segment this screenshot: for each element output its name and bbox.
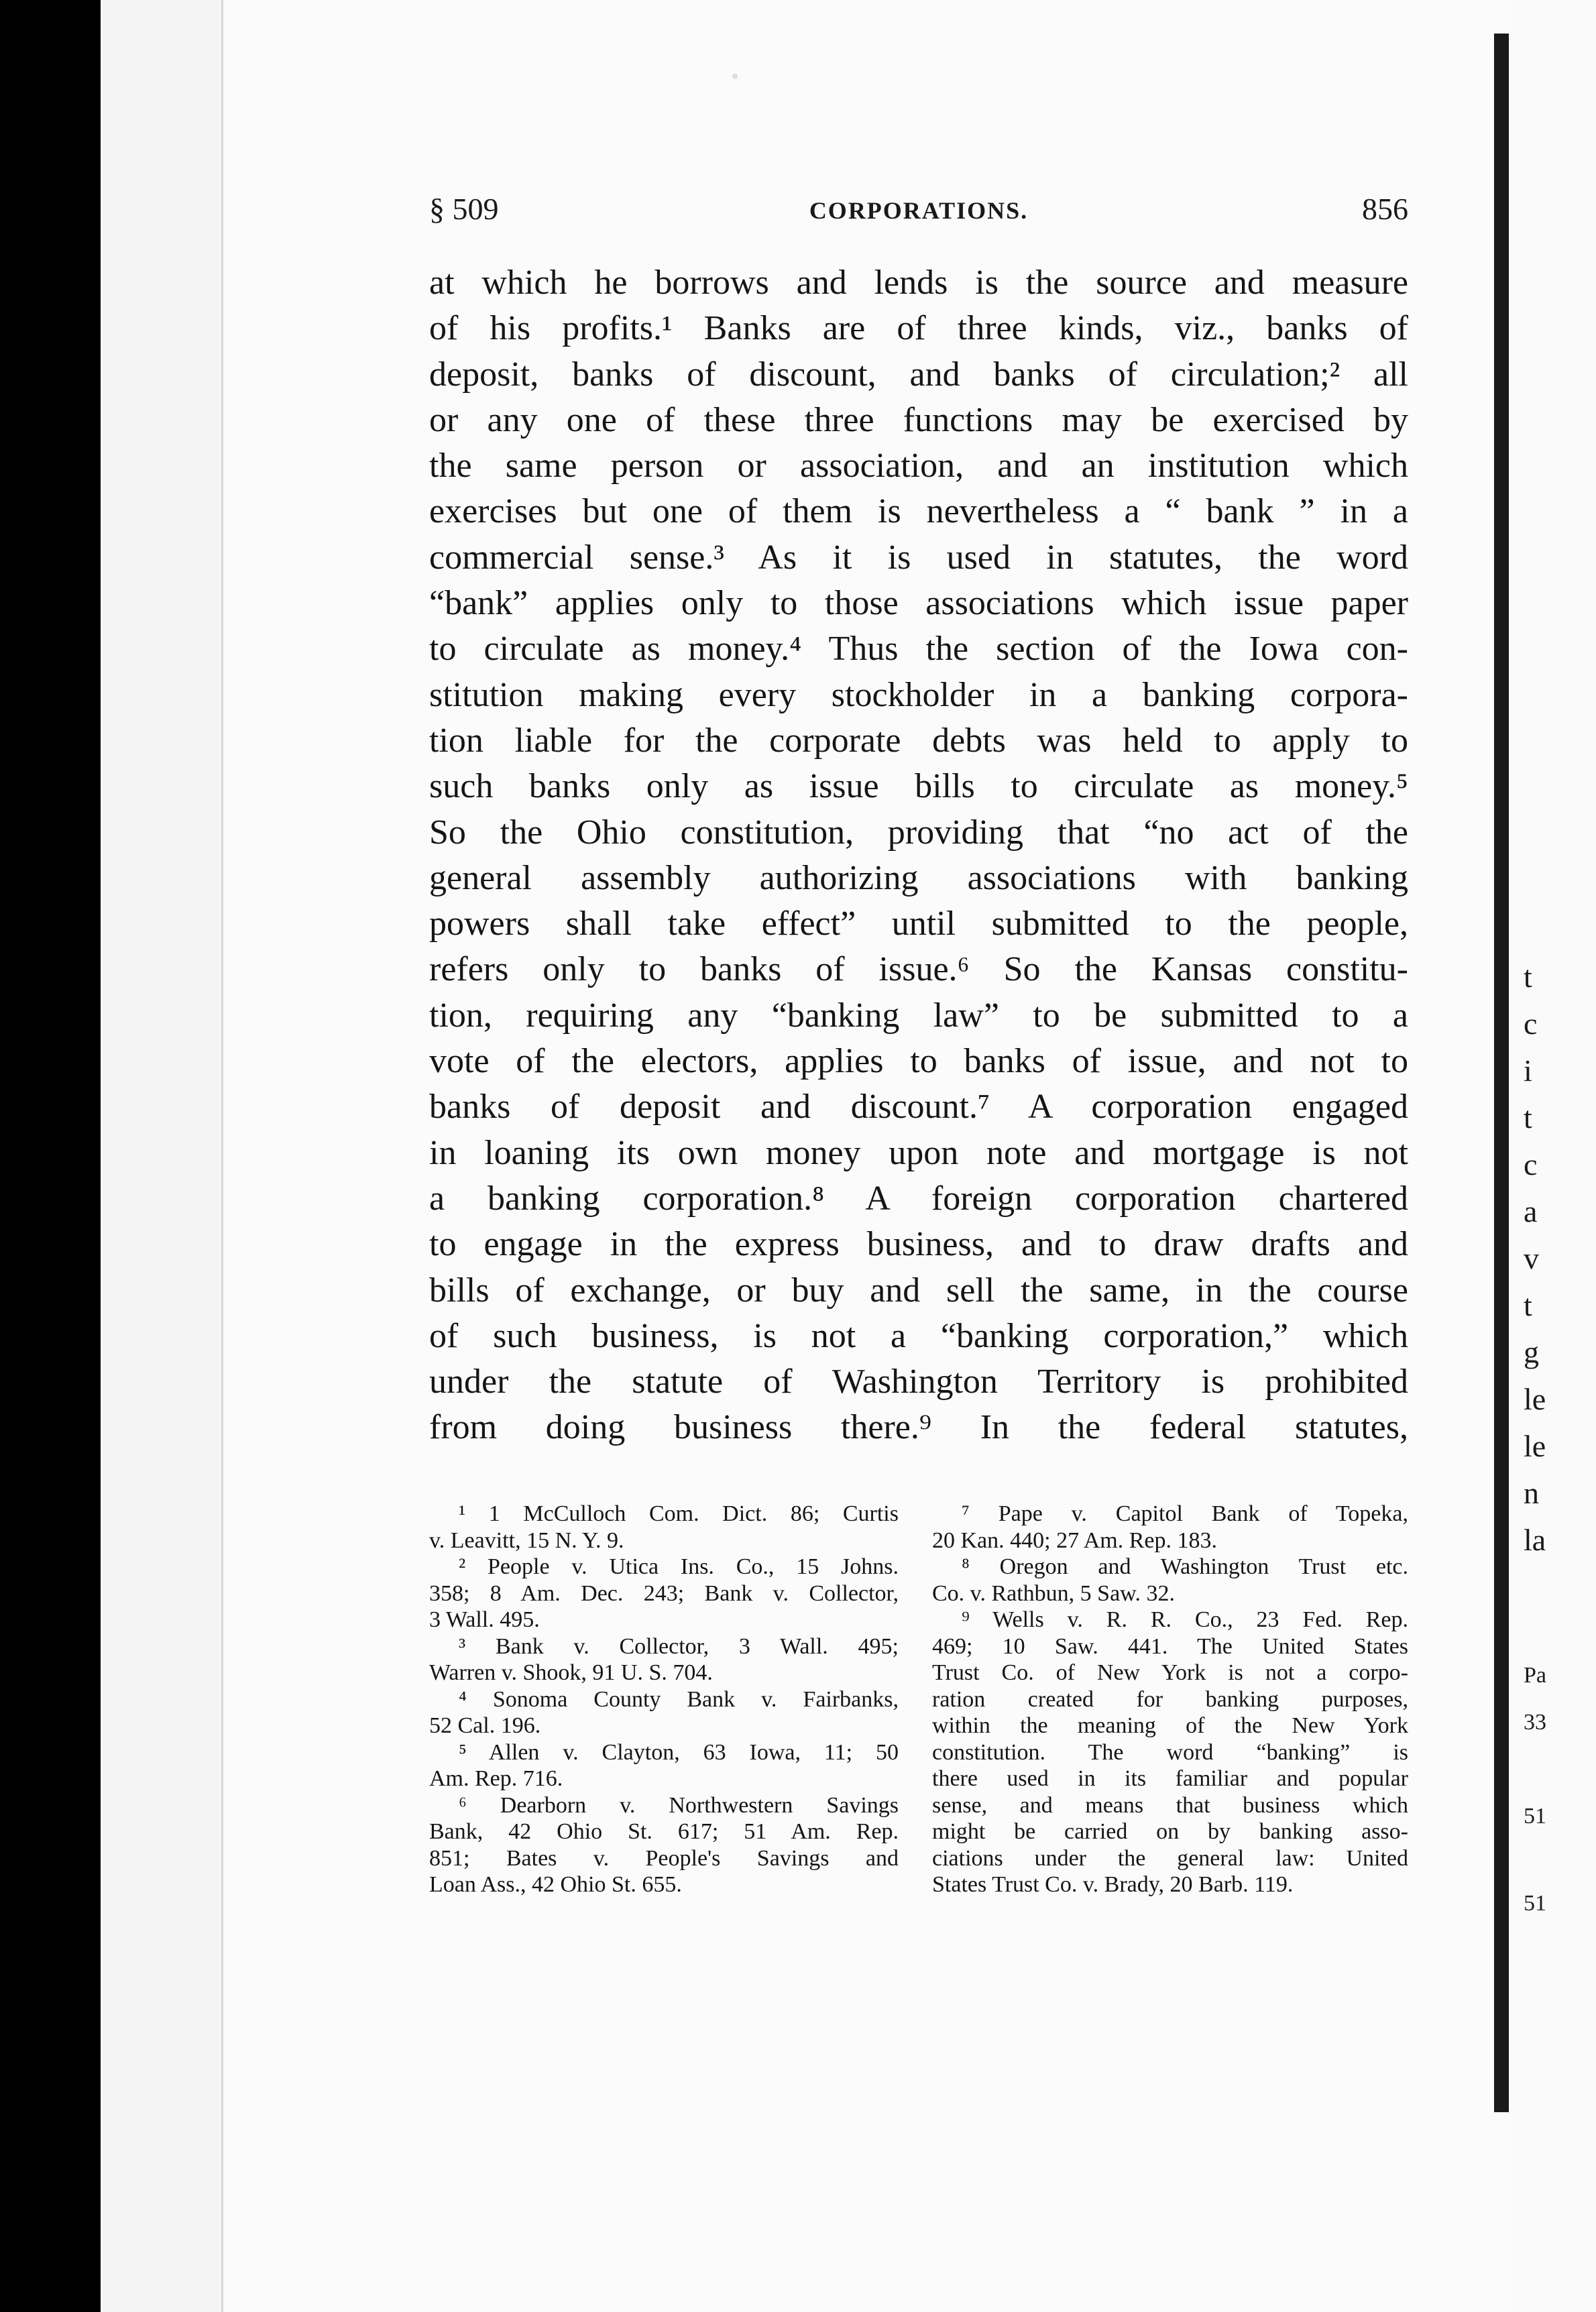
footnote-line: Trust Co. of New York is not a corpo- [932, 1660, 1408, 1685]
paper-speck [732, 74, 738, 79]
body-line: tion liable for the corporate debts was held to apply to [429, 721, 1408, 760]
gutter-shadow [1494, 34, 1509, 2112]
body-line: So the Ohio constitution, providing that “no act of the [429, 813, 1408, 852]
footnote-line: 469; 10 Saw. 441. The United States [932, 1633, 1408, 1659]
footnote-line: ⁸ Oregon and Washington Trust etc. [962, 1554, 1408, 1579]
facing-page-letter: g [1524, 1335, 1539, 1369]
body-line: bills of exchange, or buy and sell the same, in the course [429, 1271, 1408, 1310]
page-edge [154, 0, 183, 2312]
footnotes-left-column [429, 1501, 899, 1898]
body-line: commercial sense.³ As it is used in statutes, the word [429, 538, 1408, 577]
footnote-line: ⁵ Allen v. Clayton, 63 Iowa, 11; 50 [459, 1739, 899, 1765]
body-line: general assembly authorizing associations with banking [429, 858, 1408, 897]
footnote-line: ³ Bank v. Collector, 3 Wall. 495; [459, 1633, 899, 1659]
facing-page-letter: v [1524, 1241, 1539, 1275]
page-edge [101, 0, 129, 2312]
facing-page-letter: a [1524, 1194, 1538, 1228]
facing-page-letter: t [1524, 1288, 1532, 1322]
footnote-line: ⁴ Sonoma County Bank v. Fairbanks, [459, 1686, 899, 1712]
body-text [429, 260, 1408, 1451]
footnote-line: constitution. The word “banking” is [932, 1739, 1408, 1765]
footnote-line: might be carried on by banking asso- [932, 1819, 1408, 1844]
body-line: a banking corporation.⁸ A foreign corporation chartered [429, 1179, 1408, 1218]
body-line: deposit, banks of discount, and banks of circulation;² all [429, 355, 1408, 394]
body-line: to circulate as money.⁴ Thus the section of the Iowa con- [429, 630, 1408, 669]
footnote-line: sense, and means that business which [932, 1792, 1408, 1818]
facing-page-letter: c [1524, 1006, 1538, 1041]
footnote-line: v. Leavitt, 15 N. Y. 9. [429, 1527, 624, 1553]
footnote-line: ² People v. Utica Ins. Co., 15 Johns. [459, 1554, 899, 1579]
footnote-line: ¹ 1 McCulloch Com. Dict. 86; Curtis [459, 1501, 899, 1526]
footnote-line: ⁹ Wells v. R. R. Co., 23 Fed. Rep. [962, 1607, 1408, 1632]
body-line: to engage in the express business, and to draw drafts and [429, 1225, 1408, 1264]
facing-page-letter: Pa [1524, 1663, 1546, 1688]
body-line: at which he borrows and lends is the source and measure [429, 264, 1408, 302]
facing-page-letter: la [1524, 1523, 1546, 1557]
body-line: powers shall take effect” until submitted to the people, [429, 905, 1408, 943]
facing-page-letter: 51 [1524, 1804, 1546, 1829]
body-line: in loaning its own money upon note and mortgage is not [429, 1133, 1408, 1172]
footnote-line: States Trust Co. v. Brady, 20 Barb. 119. [932, 1872, 1294, 1897]
body-line: of such business, is not a “banking corporation,” which [429, 1316, 1408, 1355]
facing-page-letter: 51 [1524, 1891, 1546, 1916]
body-line: exercises but one of them is nevertheless a “ bank ” in a [429, 492, 1408, 531]
facing-page-letter: 33 [1524, 1710, 1546, 1735]
footnote-line: within the meaning of the New York [932, 1713, 1408, 1738]
footnote-line: Warren v. Shook, 91 U. S. 704. [429, 1660, 713, 1685]
body-line: from doing business there.⁹ In the federal statutes, [429, 1408, 1408, 1447]
footnote-line: Loan Ass., 42 Ohio St. 655. [429, 1872, 682, 1897]
body-line: “bank” applies only to those associations which issue paper [429, 584, 1408, 623]
footnote-line: Am. Rep. 716. [429, 1766, 563, 1791]
footnote-line: Bank, 42 Ohio St. 617; 51 Am. Rep. [429, 1819, 899, 1844]
running-title: CORPORATIONS. [809, 197, 1029, 224]
facing-page-letter: t [1524, 960, 1532, 994]
page-edge [127, 0, 156, 2312]
body-line: stitution making every stockholder in a banking corpora- [429, 675, 1408, 714]
facing-page-letter: t [1524, 1100, 1532, 1135]
facing-page-fragment [1509, 0, 1596, 2312]
page-number: 856 [1362, 192, 1408, 226]
facing-page-letter: le [1524, 1382, 1546, 1416]
body-line: under the statute of Washington Territory is prohibited [429, 1363, 1408, 1401]
footnote-line: Co. v. Rathbun, 5 Saw. 32. [932, 1580, 1176, 1606]
body-line: banks of deposit and discount.⁷ A corporation engaged [429, 1088, 1408, 1126]
body-line: tion, requiring any “banking law” to be submitted to a [429, 996, 1408, 1035]
footnote-line: ⁶ Dearborn v. Northwestern Savings [459, 1792, 899, 1818]
footnote-line: 3 Wall. 495. [429, 1607, 540, 1632]
page-edge [181, 0, 210, 2312]
footnote-line: 851; Bates v. People's Savings and [429, 1845, 899, 1871]
footnote-line: ciations under the general law: United [932, 1845, 1408, 1871]
facing-page-letter: i [1524, 1053, 1532, 1088]
footnote-line: ⁷ Pape v. Capitol Bank of Topeka, [962, 1501, 1408, 1526]
body-line: such banks only as issue bills to circulate as money.⁵ [429, 767, 1408, 806]
footnote-line: 20 Kan. 440; 27 Am. Rep. 183. [932, 1527, 1217, 1553]
body-line: the same person or association, and an institution which [429, 447, 1408, 485]
facing-page-letter: le [1524, 1429, 1546, 1463]
body-line: or any one of these three functions may be exercised by [429, 400, 1408, 439]
footnotes-right-column [932, 1501, 1408, 1898]
facing-page-letter: n [1524, 1476, 1539, 1510]
facing-page-letter: c [1524, 1147, 1538, 1181]
footnote-line: 358; 8 Am. Dec. 243; Bank v. Collector, [429, 1580, 899, 1606]
body-line: of his profits.¹ Banks are of three kinds, viz., banks of [429, 309, 1408, 348]
section-number: § 509 [429, 192, 499, 226]
footnote-line: there used in its familiar and popular [932, 1766, 1408, 1791]
running-head [429, 191, 1408, 231]
footnote-line: 52 Cal. 196. [429, 1713, 541, 1738]
body-line: refers only to banks of issue.⁶ So the Kansas constitu- [429, 950, 1408, 989]
body-line: vote of the electors, applies to banks of issue, and not to [429, 1042, 1408, 1081]
footnote-line: ration created for banking purposes, [932, 1686, 1408, 1712]
